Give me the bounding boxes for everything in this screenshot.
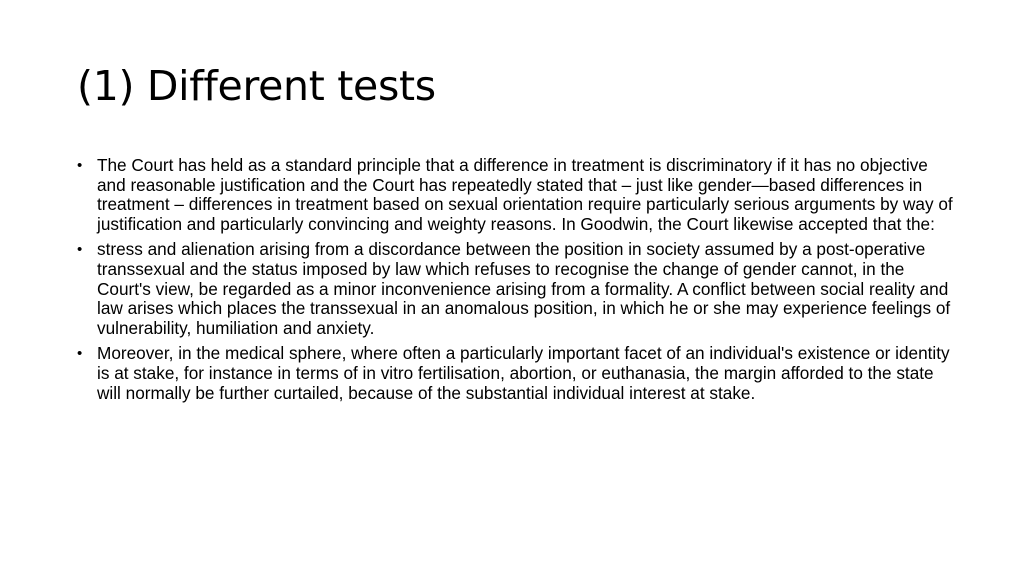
bullet-marker: • [77,157,83,174]
bullet-text: stress and alienation arising from a discordance between the position in society assumed by a post-operative transsexual and the status imposed by law which refuses to recognise the change of gender cannot, in the Court's view, be regarded as a minor inconvenience arising from a formality. A conflict between social reality and law arises which places the transsexual in an anomalous position, in which he or she may experience feelings of vulnerability, humiliation and anxiety. [97,239,951,338]
bullet-text: Moreover, in the medical sphere, where often a particularly important facet of an individual's existence or identity is at stake, for instance in terms of in vitro fertilisation, abortion, or euthanasia, the margin afforded to the state will normally be further curtailed, because of the substantial individual interest at stake. [97,343,950,403]
slide-title: (1) Different tests [77,62,436,110]
bullet-marker: • [77,345,83,363]
bullet-text: The Court has held as a standard principle that a difference in treatment is discriminatory if it has no objective and reasonable justification and the Court has repeatedly stated that – just like gender—based differences in treatment – differences in treatment based on sexual orientation require particularly serious arguments by way of justification and particularly convincing and weighty reasons. In Goodwin, the Court likewise accepted that the: [97,155,953,234]
bullet-item [77,240,957,338]
bullet-item [77,344,957,403]
bullet-list [77,156,957,409]
bullet-item [77,156,957,234]
bullet-marker: • [77,241,83,259]
